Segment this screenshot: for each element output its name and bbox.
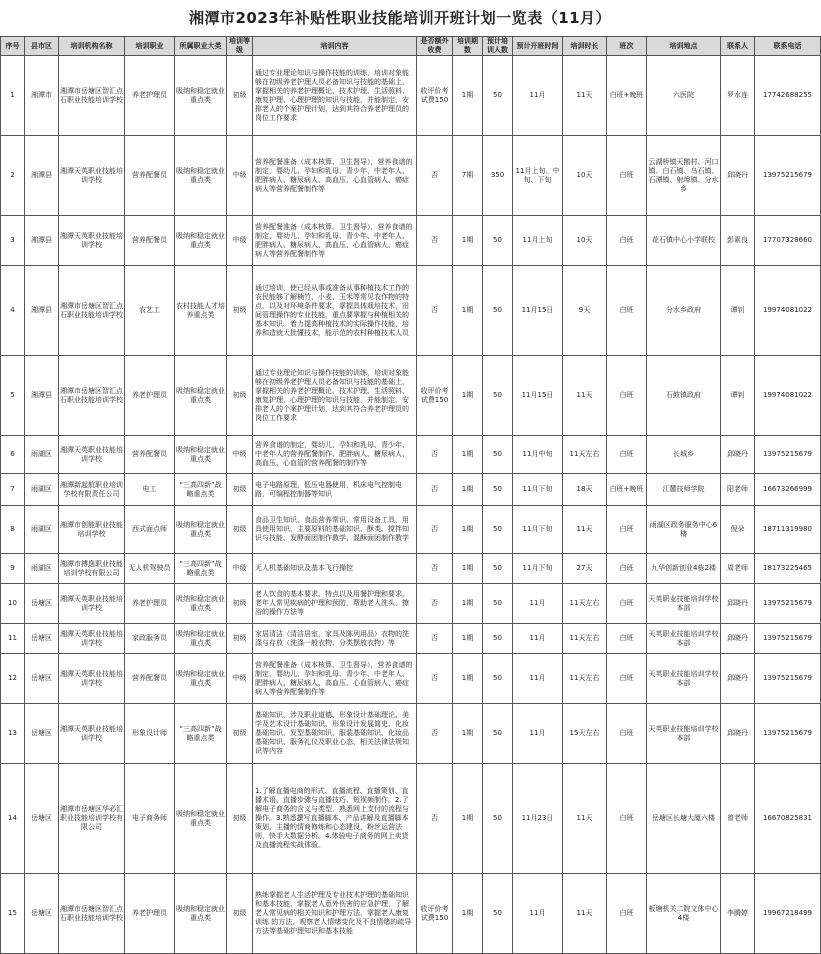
cell-phone: 16670825831 [755,764,821,874]
table-row [1,56,821,136]
cell-people: 50 [483,436,513,474]
cell-phone: 13975215679 [755,436,821,474]
cell-no: 15 [1,874,25,954]
cell-job: 无人机驾驶员 [125,554,175,584]
cell-content: 电子电路原理，低压电器使用，机床电气控制电路，可编程控制器等知识 [253,474,417,506]
cell-people: 50 [483,356,513,436]
cell-people: 50 [483,624,513,654]
cell-category: “三高四新”战略重点类 [175,704,227,764]
cell-no: 14 [1,764,25,874]
cell-fee: 否 [417,584,453,624]
cell-job: 电子商务师 [125,764,175,874]
cell-start: 11月上旬、中旬、下旬 [513,136,563,216]
cell-level: 初级 [227,624,253,654]
cell-level: 初级 [227,874,253,954]
cell-level: 初级 [227,584,253,624]
cell-no: 11 [1,624,25,654]
cell-no: 6 [1,436,25,474]
cell-content: 通过专业理论知识与操作技能的训练，培训对象能够在初级养老护理人员必备知识与技能的基础上，掌握相关的养老护理概论、技术护理、生活照料、康复护理、心理护理的知识与技能，并能制定、安排老人的个案护理计划，达到其符合养老护理员的岗位工作要求 [253,356,417,436]
cell-periods: 1期 [453,356,483,436]
cell-people: 50 [483,654,513,704]
cell-duration: 11天 [563,506,607,554]
cell-category: 吸纳和稳定就业重点类 [175,436,227,474]
cell-periods: 1期 [453,764,483,874]
cell-county: 岳塘区 [25,704,59,764]
cell-no: 7 [1,474,25,506]
cell-place: 岳塘区长塘大厦六楼 [647,764,721,874]
cell-people: 50 [483,874,513,954]
cell-duration: 11天 [563,56,607,136]
cell-shift: 白班 [607,704,647,764]
cell-category: “三高四新”战略重点类 [175,474,227,506]
cell-level: 初级 [227,356,253,436]
cell-contact: 罗水连 [721,56,755,136]
cell-county: 湘潭县 [25,266,59,356]
cell-start: 11月中旬 [513,436,563,474]
cell-contact: 邱晓丹 [721,436,755,474]
cell-phone: 13975215679 [755,136,821,216]
cell-start: 11月 [513,874,563,954]
cell-no: 12 [1,654,25,704]
cell-place: 天英职业技能培训学校本部 [647,654,721,704]
cell-periods: 1期 [453,216,483,266]
cell-org: 湘潭天英职业技能培训学校 [59,654,125,704]
table-row [1,654,821,704]
cell-phone: 19974081022 [755,356,821,436]
cell-shift: 白班 [607,436,647,474]
cell-shift: 白班 [607,506,647,554]
header-level: 培训等级 [227,37,253,56]
cell-job: 电工 [125,474,175,506]
cell-content: 老人饮食的基本要求、特点以及用餐护理和要求，老年人常见疾病的护理和预防，帮助老人洗头、擦浴的操作方法等 [253,584,417,624]
table-row [1,436,821,474]
cell-periods: 1期 [453,624,483,654]
cell-category: 吸纳和稳定就业重点类 [175,764,227,874]
cell-contact: 倪朵 [721,506,755,554]
table-row [1,554,821,584]
cell-contact: 阳老师 [721,474,755,506]
cell-duration: 11天 [563,356,607,436]
cell-duration: 11天左右 [563,584,607,624]
cell-org: 湘潭天英职业技能培训学校 [59,624,125,654]
cell-people: 50 [483,216,513,266]
cell-county: 岳塘区 [25,624,59,654]
cell-place: 云湖桥镇天鹅村、河口镇、白石镇、乌石镇、石潭镇、射埠镇、分水乡 [647,136,721,216]
cell-contact: 邱晓丹 [721,584,755,624]
header-job: 培训职业 [125,37,175,56]
cell-org: 湘潭天英职业技能培训学校 [59,436,125,474]
cell-level: 中级 [227,554,253,584]
cell-fee: 收评价考试费150 [417,56,453,136]
cell-org: 湘潭市创能职业技能培训学校 [59,506,125,554]
cell-level: 中级 [227,654,253,704]
cell-people: 50 [483,506,513,554]
cell-periods: 1期 [453,56,483,136]
cell-place: 板塘机关二院文体中心4楼 [647,874,721,954]
cell-shift: 白班 [607,554,647,584]
cell-org: 湘潭天英职业技能培训学校 [59,704,125,764]
cell-shift: 白班 [607,584,647,624]
cell-fee: 否 [417,764,453,874]
cell-phone: 16673266999 [755,474,821,506]
cell-contact: 曾老师 [721,764,755,874]
cell-place: 分水乡政府 [647,266,721,356]
cell-org: 湘潭新起航职业培训学校有限责任公司 [59,474,125,506]
cell-people: 50 [483,56,513,136]
cell-people: 50 [483,474,513,506]
cell-contact: 邱晓丹 [721,136,755,216]
cell-job: 形象设计师 [125,704,175,764]
cell-place: 长城乡 [647,436,721,474]
cell-periods: 1期 [453,584,483,624]
cell-periods: 1期 [453,554,483,584]
table-row [1,506,821,554]
cell-start: 11月15日 [513,356,563,436]
cell-county: 雨湖区 [25,474,59,506]
cell-phone: 13975215679 [755,654,821,704]
cell-place: 江麓技师学院 [647,474,721,506]
cell-fee: 收评价考试费150 [417,874,453,954]
header-fee: 是否额外收费 [417,37,453,56]
cell-duration: 18天 [563,474,607,506]
cell-phone: 13975215679 [755,624,821,654]
header-county: 县市区 [25,37,59,56]
cell-category: 农村技能人才培养重点类 [175,266,227,356]
table-row [1,624,821,654]
cell-content: 营养配餐准备（成本核算、卫生督导），营养食谱的制定，婴幼儿、孕妇和乳母、青少年、中老年人、肥胖病人、糖尿病人、高血压、心血管病人、癌症病人等营养配餐制作等 [253,216,417,266]
cell-county: 雨湖区 [25,554,59,584]
table-row [1,764,821,874]
cell-fee: 否 [417,216,453,266]
table-row [1,136,821,216]
cell-county: 雨湖区 [25,506,59,554]
cell-duration: 15天左右 [563,704,607,764]
cell-contact: 谭钊 [721,266,755,356]
cell-no: 3 [1,216,25,266]
cell-duration: 27天 [563,554,607,584]
cell-job: 家政服务员 [125,624,175,654]
cell-job: 养老护理员 [125,356,175,436]
cell-content: 熟练掌握老人生活护理及专业技术护理的基础知识和基本技能，掌握老人意外伤害的应急护理，了解老人常见病的相关知识和护理方法，掌握老人康复训练 的方法，观察老人情绪变化及不良情绪的疏导方法等基础护理知识和基本技能 [253,874,417,954]
cell-contact: 周老师 [721,554,755,584]
cell-fee: 否 [417,704,453,764]
cell-category: 吸纳和稳定就业重点类 [175,506,227,554]
cell-content: 食品卫生知识、食品营养常识、常用设备工具，用具使用知识、主要原料的基础知识、酥类、搅拌知识与技能、发酵面团制作教学、混酥面团制作教学 [253,506,417,554]
cell-start: 11月 [513,704,563,764]
cell-start: 11月上旬 [513,216,563,266]
cell-no: 4 [1,266,25,356]
cell-phone: 18711319980 [755,506,821,554]
cell-county: 岳塘区 [25,584,59,624]
cell-county: 湘潭县 [25,216,59,266]
cell-no: 1 [1,56,25,136]
cell-category: 吸纳和稳定就业重点类 [175,356,227,436]
cell-start: 11月 [513,624,563,654]
cell-org: 湘潭市岳塘区智汇点石职业技能培训学校 [59,56,125,136]
cell-start: 11月23日 [513,764,563,874]
cell-start: 11月下旬 [513,474,563,506]
cell-people: 50 [483,704,513,764]
cell-duration: 11天左右 [563,624,607,654]
cell-category: 吸纳和稳定就业重点类 [175,654,227,704]
header-org: 培训机构名称 [59,37,125,56]
cell-fee: 否 [417,624,453,654]
cell-phone: 17707328660 [755,216,821,266]
table-row [1,474,821,506]
cell-periods: 1期 [453,266,483,356]
table-row [1,216,821,266]
cell-level: 中级 [227,136,253,216]
cell-place: 雨湖区政务服务中心6楼 [647,506,721,554]
cell-job: 农艺工 [125,266,175,356]
cell-place: 九华创新创业4栋2楼 [647,554,721,584]
cell-contact: 谭钊 [721,356,755,436]
cell-no: 9 [1,554,25,584]
cell-shift: 白班 [607,136,647,216]
cell-shift: 白班+晚班 [607,56,647,136]
cell-phone: 18173225465 [755,554,821,584]
cell-org: 湘潭市搏逸职业技能培训学校有限公司 [59,554,125,584]
cell-place: 花石镇中心小学联校 [647,216,721,266]
cell-level: 中级 [227,436,253,474]
cell-level: 初级 [227,56,253,136]
cell-people: 350 [483,136,513,216]
cell-shift: 白班 [607,356,647,436]
cell-job: 营养配餐员 [125,216,175,266]
cell-fee: 否 [417,654,453,704]
cell-no: 13 [1,704,25,764]
table-row [1,266,821,356]
header-contact: 联系人 [721,37,755,56]
cell-no: 8 [1,506,25,554]
cell-fee: 否 [417,554,453,584]
cell-level: 初级 [227,764,253,874]
cell-duration: 9天 [563,266,607,356]
cell-county: 岳塘区 [25,654,59,704]
page-title: 湘潭市2023年补贴性职业技能培训开班计划一览表（11月） [188,9,612,27]
cell-phone: 13975215679 [755,704,821,764]
cell-category: “三高四新”战略重点类 [175,554,227,584]
cell-phone: 17742688255 [755,56,821,136]
cell-shift: 白班 [607,216,647,266]
cell-job: 养老护理员 [125,874,175,954]
cell-job: 养老护理员 [125,56,175,136]
header-duration: 培训时长 [563,37,607,56]
cell-category: 吸纳和稳定就业重点类 [175,136,227,216]
cell-place: 六医院 [647,56,721,136]
header-periods: 培训期数 [453,37,483,56]
cell-fee: 否 [417,506,453,554]
table-row [1,356,821,436]
cell-start: 11月下旬 [513,506,563,554]
cell-shift: 白班 [607,654,647,704]
cell-duration: 11天 [563,874,607,954]
cell-org: 湘潭市岳塘区智汇点石职业技能培训学校 [59,874,125,954]
cell-category: 吸纳和稳定就业重点类 [175,216,227,266]
cell-people: 50 [483,764,513,874]
cell-place: 天英职业技能培训学校本部 [647,584,721,624]
cell-job: 养老护理员 [125,584,175,624]
cell-periods: 1期 [453,506,483,554]
cell-category: 吸纳和稳定就业重点类 [175,56,227,136]
cell-level: 初级 [227,266,253,356]
table-row [1,584,821,624]
cell-fee: 否 [417,266,453,356]
cell-level: 初级 [227,506,253,554]
cell-content: 家居清洁（清洁居室，家具及陈列用品）衣物的洗涤与存放（洗涤一般衣物、分类摆放衣物）等 [253,624,417,654]
cell-org: 湘潭天英职业技能培训学校 [59,136,125,216]
header-people: 预计培训人数 [483,37,513,56]
cell-contact: 李腾婷 [721,874,755,954]
cell-county: 湘潭市 [25,56,59,136]
cell-fee: 否 [417,136,453,216]
cell-content: 无人机基础知识及基本飞行操控 [253,554,417,584]
cell-phone: 19974081022 [755,266,821,356]
cell-fee: 收评价考试费150 [417,356,453,436]
cell-no: 2 [1,136,25,216]
cell-job: 营养配餐员 [125,436,175,474]
cell-contact: 彭素良 [721,216,755,266]
cell-periods: 1期 [453,474,483,506]
cell-people: 50 [483,554,513,584]
cell-place: 石鼓镇政府 [647,356,721,436]
cell-duration: 11天左右 [563,654,607,704]
cell-phone: 19967218499 [755,874,821,954]
cell-county: 岳塘区 [25,874,59,954]
cell-people: 50 [483,266,513,356]
plan-table [0,36,821,954]
cell-periods: 1期 [453,874,483,954]
header-category: 所属职业大类 [175,37,227,56]
cell-category: 吸纳和稳定就业重点类 [175,584,227,624]
cell-content: 营养食谱的制定，婴幼儿、孕妇和乳母、青少年、中老年人的营养配餐制作、肥胖病人、糖尿病人、高血压、心血管的营养配餐的制作等 [253,436,417,474]
cell-contact: 邱晓丹 [721,704,755,764]
cell-county: 雨湖区 [25,436,59,474]
cell-contact: 邱晓丹 [721,654,755,704]
header-no: 序号 [1,37,25,56]
cell-periods: 7期 [453,136,483,216]
cell-people: 50 [483,584,513,624]
cell-content: 营养配餐准备（成本核算、卫生督导），营养食谱的制定，婴幼儿、孕妇和乳母、青少年、中老年人、肥胖病人、糖尿病人、高血压、心血管病人、癌症病人等营养配餐制作等 [253,136,417,216]
cell-org: 湘潭市岳塘区华必汇职业技能培训学校有限公司 [59,764,125,874]
cell-job: 营养配餐员 [125,136,175,216]
cell-level: 初级 [227,474,253,506]
cell-start: 11月15日 [513,266,563,356]
header-place: 培训地点 [647,37,721,56]
cell-content: 通过专业理论知识与操作技能的训练，培训对象能够在初级养老护理人员必备知识与技能的基础上，掌握相关的养老护理概论、技术护理、生活照料、康复护理、心理护理的知识与技能，并能制定、安排老人的个案护理计划，达到其符合养老护理员的岗位工作要求 [253,56,417,136]
cell-job: 西式面点师 [125,506,175,554]
cell-category: 吸纳和稳定就业重点类 [175,874,227,954]
cell-org: 湘潭市岳塘区智汇点石职业技能培训学校 [59,356,125,436]
cell-shift: 白班 [607,624,647,654]
cell-start: 11月 [513,584,563,624]
cell-shift: 白班 [607,874,647,954]
cell-periods: 1期 [453,704,483,764]
cell-county: 湘潭县 [25,356,59,436]
cell-content: 营养配餐准备（成本核算、卫生督导），营养食谱的制定，婴幼儿、孕妇和乳母、青少年、中老年人、肥胖病人、糖尿病人、高血压、心血管病人、癌症病人等营养配餐制作等 [253,654,417,704]
cell-job: 营养配餐员 [125,654,175,704]
cell-level: 初级 [227,704,253,764]
cell-no: 5 [1,356,25,436]
cell-phone: 13975215679 [755,584,821,624]
cell-duration: 10天 [563,216,607,266]
cell-org: 湘潭天英职业技能培训学校 [59,216,125,266]
cell-start: 11月 [513,56,563,136]
header-phone: 联系电话 [755,37,821,56]
cell-fee: 否 [417,436,453,474]
header-content: 培训内容 [253,37,417,56]
cell-category: 吸纳和稳定就业重点类 [175,624,227,654]
table-header-row [1,37,821,56]
cell-place: 天英职业技能培训学校本部 [647,624,721,654]
cell-duration: 11天 [563,764,607,874]
cell-shift: 白班+晚班 [607,474,647,506]
cell-county: 湘潭县 [25,136,59,216]
cell-org: 湘潭天英职业技能培训学校 [59,584,125,624]
cell-level: 中级 [227,216,253,266]
table-row [1,874,821,954]
header-start: 预计开班时间 [513,37,563,56]
cell-fee: 否 [417,474,453,506]
cell-shift: 白班 [607,266,647,356]
cell-start: 11月下旬 [513,554,563,584]
table-row [1,704,821,764]
cell-periods: 1期 [453,436,483,474]
cell-duration: 11天左右 [563,436,607,474]
header-shift: 班次 [607,37,647,56]
cell-contact: 邱晓丹 [721,624,755,654]
cell-no: 10 [1,584,25,624]
cell-place: 天英职业技能培训学校本部 [647,704,721,764]
cell-shift: 白班 [607,764,647,874]
cell-org: 湘潭市岳塘区智汇点石职业技能培训学校 [59,266,125,356]
cell-content: 基础知识，涉及职业道德、形象设计基础理论、美学及艺术设计基础知识、形象设计发展简史、化妆基础知识、发型基础知识、服装基础知识、化妆品基础知识、服务礼仪及职业心态、相关法律法规知识等内容 [253,704,417,764]
cell-content: 1.了解直播电商的形式、直播流程、直播策划、直播术语、直播步骤与直播技巧、短视频制作。2.了解电子商务的含义与类型，熟悉网上支付的流程与操作。3.熟悉撰写直播脚本、产品讲解及直播脚本策划、主播的情商修炼和心态建设，粉丝运营法则，快手大数据分析。4.体验电子商务的网上卖货及直播流程实战体验。 [253,764,417,874]
cell-periods: 1期 [453,654,483,704]
cell-duration: 10天 [563,136,607,216]
cell-content: 通过培训，使已经从事或准备从事种植技术工作的农民能够了解楠竹、小麦、玉米等常见农作物的特点，以及对环境条件要求，掌握具体栽培技术，田间管理操作的专业技能，重点要掌握与种植相关的基本知识。着力提高种植技术的实际操作技能，培养和造就大批懂技术，能示范的农村种植技术人员 [253,266,417,356]
cell-start: 11月 [513,654,563,704]
cell-county: 岳塘区 [25,764,59,874]
